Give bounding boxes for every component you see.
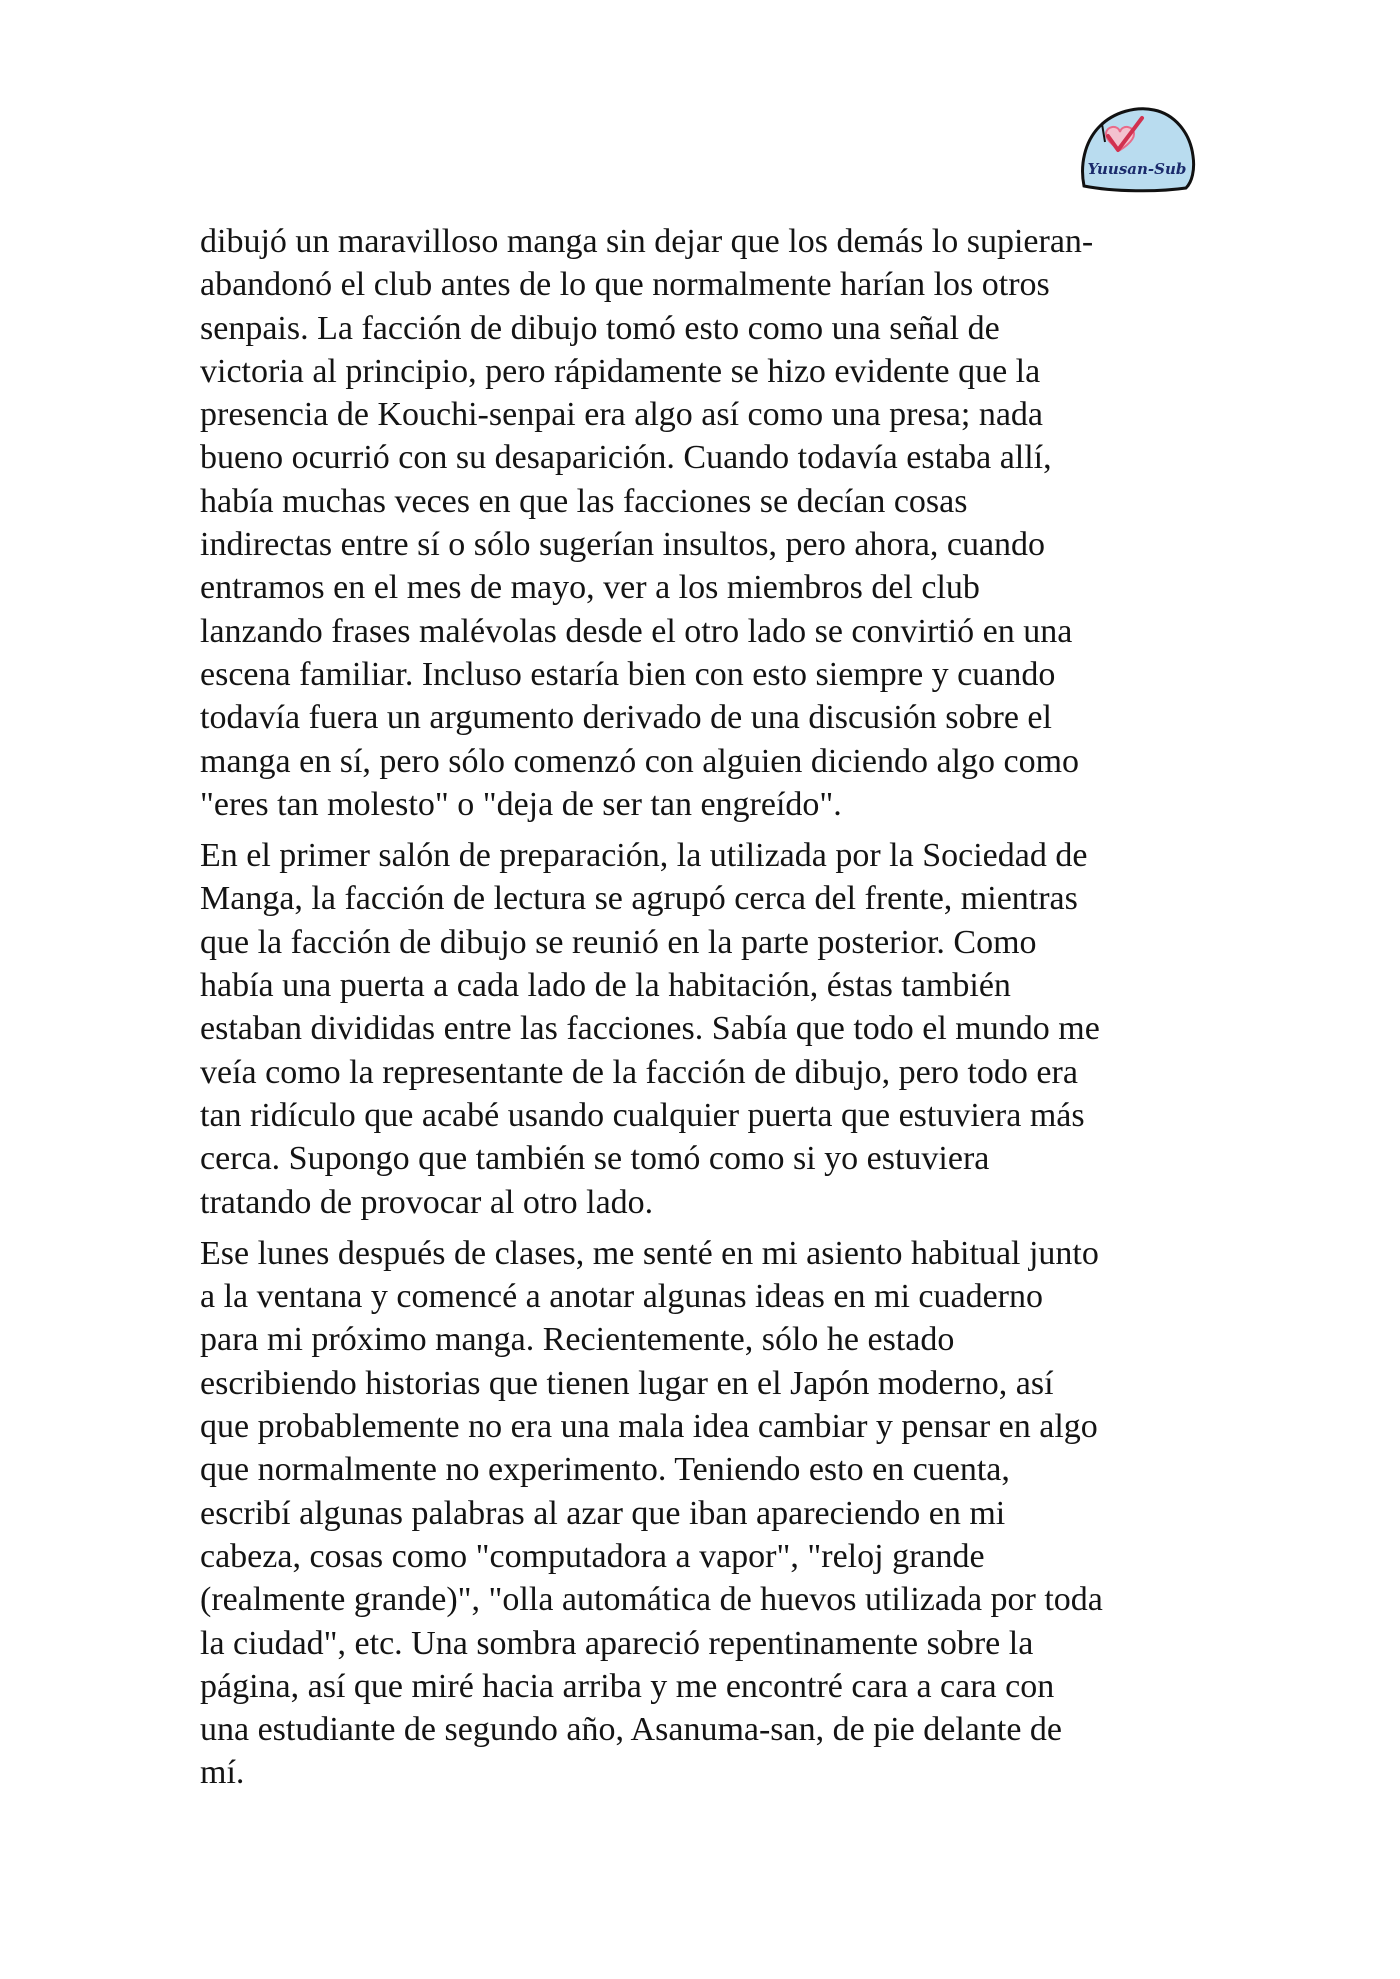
text-line: cabeza, cosas como "computadora a vapor", "reloj grande: [200, 1537, 985, 1575]
logo-graphic: [1078, 104, 1196, 194]
text-line: que normalmente no experimento. Teniendo esto en cuenta,: [200, 1451, 1010, 1489]
text-line: manga en sí, pero sólo comenzó con alguien diciendo algo como: [200, 742, 1080, 780]
text-line: mí.: [200, 1754, 245, 1792]
text-line: que probablemente no era una mala idea cambiar y pensar en algo: [200, 1408, 1098, 1446]
text-line: senpais. La facción de dibujo tomó esto como una señal de: [200, 309, 1000, 347]
text-line: cerca. Supongo que también se tomó como si yo estuviera: [200, 1140, 990, 1178]
paragraph-3: [200, 1232, 1210, 1795]
text-line: victoria al principio, pero rápidamente se hizo evidente que la: [200, 352, 1041, 390]
text-line: que la facción de dibujo se reunió en la parte posterior. Como: [200, 923, 1037, 961]
text-line: a la ventana y comencé a anotar algunas ideas en mi cuaderno: [200, 1278, 1043, 1316]
text-line: abandonó el club antes de lo que normalmente harían los otros: [200, 266, 1050, 304]
text-line: dibujó un maravilloso manga sin dejar que los demás lo supieran-: [200, 223, 1094, 260]
text-line: (realmente grande)", "olla automática de huevos utilizada por toda: [200, 1581, 1103, 1619]
text-line: una estudiante de segundo año, Asanuma-san, de pie delante de: [200, 1711, 1063, 1749]
text-line: lanzando frases malévolas desde el otro lado se convirtió en una: [200, 612, 1073, 650]
text-line: Ese lunes después de clases, me senté en mi asiento habitual junto: [200, 1234, 1099, 1272]
text-line: había muchas veces en que las facciones se decían cosas: [200, 482, 968, 520]
text-line: todavía fuera un argumento derivado de una discusión sobre el: [200, 699, 1052, 737]
yuusan-sub-logo: [1078, 104, 1196, 194]
text-line: presencia de Kouchi-senpai era algo así como una presa; nada: [200, 396, 1044, 434]
text-line: página, así que miré hacia arriba y me encontré cara a cara con: [200, 1667, 1055, 1705]
text-line: veía como la representante de la facción de dibujo, pero todo era: [200, 1053, 1078, 1091]
text-line: bueno ocurrió con su desaparición. Cuando todavía estaba allí,: [200, 439, 1052, 477]
text-line: entramos en el mes de mayo, ver a los miembros del club: [200, 569, 980, 607]
text-line: escribí algunas palabras al azar que iban apareciendo en mi: [200, 1494, 1006, 1532]
text-line: "eres tan molesto" o "deja de ser tan engreído".: [200, 785, 842, 823]
text-line: para mi próximo manga. Recientemente, sólo he estado: [200, 1321, 955, 1359]
paragraph-2: [200, 834, 1210, 1224]
text-line: tan ridículo que acabé usando cualquier puerta que estuviera más: [200, 1096, 1085, 1134]
text-line: escena familiar. Incluso estaría bien con esto siempre y cuando: [200, 655, 1056, 693]
document-body-text: [200, 220, 1210, 1803]
text-line: estaban divididas entre las facciones. Sabía que todo el mundo me: [200, 1010, 1100, 1048]
text-line: En el primer salón de preparación, la utilizada por la Sociedad de: [200, 837, 1088, 875]
text-line: escribiendo historias que tienen lugar en el Japón moderno, así: [200, 1364, 1054, 1402]
text-line: había una puerta a cada lado de la habitación, éstas también: [200, 967, 1011, 1005]
text-line: Manga, la facción de lectura se agrupó cerca del frente, mientras: [200, 880, 1078, 918]
logo-text: Yuusan-Sub: [1087, 160, 1187, 178]
text-line: indirectas entre sí o sólo sugerían insultos, pero ahora, cuando: [200, 526, 1046, 564]
paragraph-1: [200, 220, 1210, 826]
text-line: la ciudad", etc. Una sombra apareció repentinamente sobre la: [200, 1624, 1034, 1662]
text-line: tratando de provocar al otro lado.: [200, 1183, 654, 1221]
